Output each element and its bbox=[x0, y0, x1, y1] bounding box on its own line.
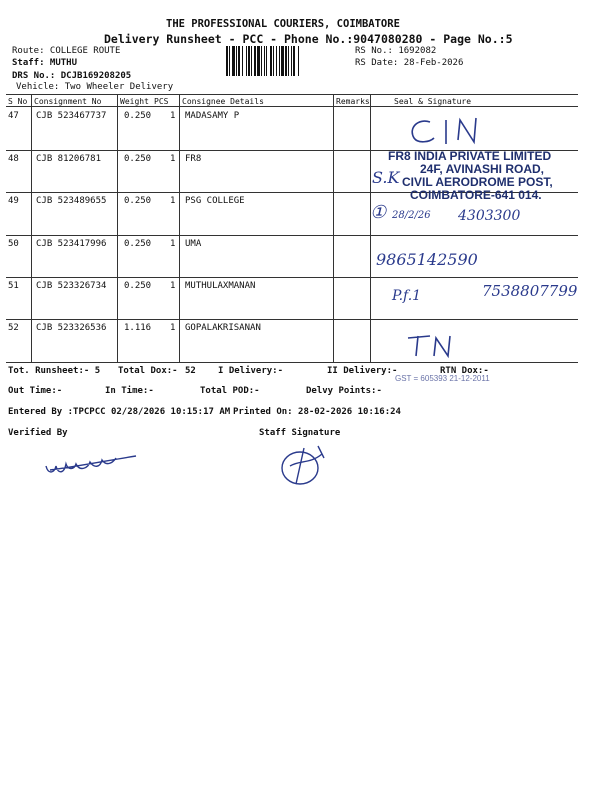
stamp-line-1: FR8 INDIA PRIVATE LIMITED bbox=[388, 149, 552, 163]
signature-row-51: P.f.1 bbox=[392, 288, 422, 304]
table-row-pcs: 1 bbox=[170, 154, 176, 164]
barcode-bar bbox=[226, 46, 228, 76]
barcode-bar bbox=[254, 46, 256, 76]
signature-row-48: S.K bbox=[372, 168, 400, 187]
table-row-pcs: 1 bbox=[170, 111, 176, 121]
barcode-bar bbox=[251, 46, 252, 76]
barcode bbox=[226, 46, 350, 76]
handwritten-number-1: 4303300 bbox=[458, 208, 521, 224]
table-row-consignee: MADASAMY P bbox=[185, 111, 240, 121]
staff-signature-label: Staff Signature bbox=[259, 428, 341, 438]
handwritten-number-3: 7538807799 bbox=[482, 282, 578, 300]
col-consignment: Consignment No bbox=[34, 97, 102, 106]
barcode-bar bbox=[279, 46, 280, 76]
table-row-weight: 0.250 bbox=[124, 239, 152, 249]
table-row-sno: 47 bbox=[8, 111, 19, 121]
printed-on: Printed On: 28-02-2026 10:16:24 bbox=[233, 407, 401, 417]
drs-number: DRS No.: DCJB169208205 bbox=[12, 71, 132, 81]
barcode-bar bbox=[264, 46, 265, 76]
table-row-weight: 1.116 bbox=[124, 323, 152, 333]
table-row-weight: 0.250 bbox=[124, 154, 152, 164]
total-pod-label: Total POD:- bbox=[200, 386, 260, 396]
stamp-line-4: COIMBATORE-641 014. bbox=[410, 188, 542, 202]
second-delivery-label: II Delivery:- bbox=[327, 366, 398, 376]
handwritten-number-2: 9865142590 bbox=[376, 250, 478, 269]
barcode-bar bbox=[273, 46, 274, 76]
table-row-consignment: CJB 81206781 bbox=[36, 154, 102, 164]
table-row-weight: 0.250 bbox=[124, 111, 152, 121]
barcode-bar bbox=[288, 46, 289, 76]
stamp-gst-text: GST = 605393 21-12-2011 bbox=[395, 374, 490, 383]
barcode-bar bbox=[298, 46, 299, 76]
total-dox-label: Total Dox:- bbox=[118, 366, 178, 376]
table-row-consignment: CJB 523467737 bbox=[36, 111, 107, 121]
table-row-sno: 49 bbox=[8, 196, 19, 206]
barcode-bar bbox=[238, 46, 240, 76]
table-row-consignment: CJB 523326734 bbox=[36, 281, 107, 291]
entered-by: Entered By :TPCPCC 02/28/2026 10:15:17 AM bbox=[8, 407, 231, 417]
barcode-bar bbox=[248, 46, 250, 76]
barcode-bar bbox=[242, 46, 243, 76]
delivery-points-label: Delvy Points:- bbox=[306, 386, 382, 396]
barcode-bar bbox=[232, 46, 235, 76]
runsheet-subtitle: Delivery Runsheet - PCC - Phone No.:9047080280 - Page No.:5 bbox=[104, 32, 513, 46]
total-dox-value: 52 bbox=[185, 366, 196, 376]
stamp-line-3: CIVIL AERODROME POST, bbox=[402, 175, 553, 189]
staff-label: Staff: MUTHU bbox=[12, 58, 78, 68]
stamp-line-2: 24F, AVINASHI ROAD, bbox=[420, 162, 545, 176]
table-row-sno: 51 bbox=[8, 281, 19, 291]
total-runsheet: Tot. Runsheet:- 5 bbox=[8, 366, 101, 376]
company-stamp bbox=[388, 150, 553, 202]
table-row-consignee: FR8 bbox=[185, 154, 202, 164]
table-row-pcs: 1 bbox=[170, 323, 176, 333]
out-time-label: Out Time:- bbox=[8, 386, 63, 396]
barcode-bar bbox=[261, 46, 262, 76]
handwritten-date: 28/2/26 bbox=[392, 210, 431, 221]
table-row-weight: 0.250 bbox=[124, 281, 152, 291]
table-row-consignee: MUTHULAXMANAN bbox=[185, 281, 256, 291]
vehicle-label: Vehicle: Two Wheeler Delivery bbox=[16, 82, 174, 92]
table-row-consignee: PSG COLLEGE bbox=[185, 196, 245, 206]
col-sno: S No bbox=[8, 97, 28, 106]
route-label: Route: COLLEGE ROUTE bbox=[12, 46, 121, 56]
table-row-consignee: GOPALAKRISANAN bbox=[185, 323, 261, 333]
table-row-sno: 50 bbox=[8, 239, 19, 249]
barcode-bar bbox=[291, 46, 292, 76]
signature-row-49: ① bbox=[370, 202, 387, 223]
table-row-sno: 48 bbox=[8, 154, 19, 164]
table-row-sno: 52 bbox=[8, 323, 19, 333]
barcode-bar bbox=[236, 46, 237, 76]
signature-row-47 bbox=[400, 110, 490, 150]
col-remarks: Remarks bbox=[336, 97, 370, 106]
barcode-bar bbox=[281, 46, 284, 76]
barcode-bar bbox=[229, 46, 230, 76]
barcode-bar bbox=[246, 46, 247, 76]
barcode-bar bbox=[285, 46, 287, 76]
verifier-signature bbox=[40, 448, 140, 478]
table-row-consignment: CJB 523417996 bbox=[36, 239, 107, 249]
signature-row-52 bbox=[400, 330, 460, 360]
first-delivery-label: I Delivery:- bbox=[218, 366, 284, 376]
barcode-bar bbox=[266, 46, 267, 76]
return-dox-label: RTN Dox:- bbox=[440, 366, 489, 376]
barcode-bar bbox=[276, 46, 277, 76]
table-row-pcs: 1 bbox=[170, 239, 176, 249]
barcode-bar bbox=[270, 46, 272, 76]
table-row-consignee: UMA bbox=[185, 239, 202, 249]
in-time-label: In Time:- bbox=[105, 386, 154, 396]
staff-signature bbox=[270, 440, 340, 490]
rs-date: RS Date: 28-Feb-2026 bbox=[355, 58, 464, 68]
company-name: THE PROFESSIONAL COURIERS, COIMBATORE bbox=[166, 18, 400, 30]
verified-by-label: Verified By bbox=[8, 428, 68, 438]
table-row-consignment: CJB 523489655 bbox=[36, 196, 107, 206]
barcode-bar bbox=[257, 46, 260, 76]
table-row-consignment: CJB 523326536 bbox=[36, 323, 107, 333]
table-row-pcs: 1 bbox=[170, 196, 176, 206]
barcode-bar bbox=[293, 46, 295, 76]
table-row-pcs: 1 bbox=[170, 281, 176, 291]
table-row-weight: 0.250 bbox=[124, 196, 152, 206]
rs-number: RS No.: 1692082 bbox=[355, 46, 437, 56]
col-pcs: PCS bbox=[154, 97, 169, 106]
col-seal: Seal & Signature bbox=[394, 97, 472, 106]
col-consignee: Consignee Details bbox=[182, 97, 264, 106]
col-weight: Weight bbox=[120, 97, 149, 106]
